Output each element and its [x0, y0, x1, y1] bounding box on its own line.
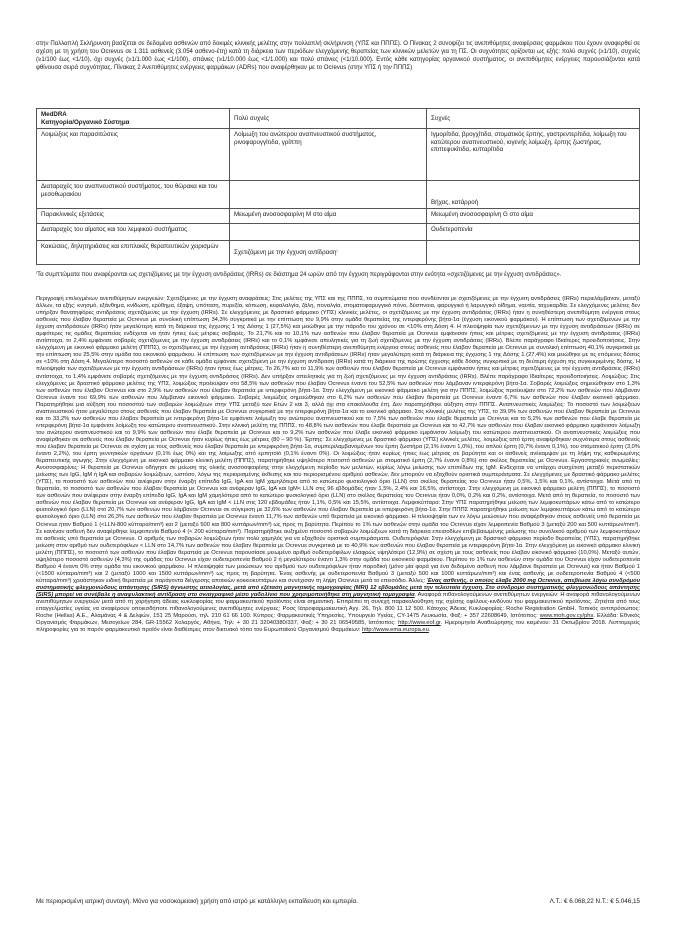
- table-cell-very-common: Λοίμωξη του ανώτερου αναπνευστικού συστήματος, ρινοφαρυγγίτιδα, γρίππη: [230, 129, 427, 181]
- header-common: Συχνές: [427, 109, 640, 129]
- table-cell-very-common: [230, 181, 427, 209]
- moh-link[interactable]: www.moh.gov.cy/phs: [539, 613, 594, 620]
- body-paragraph: [36, 296, 640, 634]
- intro-paragraph: στην Παλλαπλή Σκλήρυνση βασίζεται σε δεδομένα ασθενών από δοκιμές κλινικής μελέτης στην πολλαπλή σκλήρυνση (ΥΠΣ και ΠΠΠΣ). Ο Πίνακας 2 συνοψίζει τις ανεπιθύμητες αναφέρσεις φαρμάκου που έχουν αναφερθεί σε σχέση με τη χρήση του Ocrevus σε 1.311 ασθενείς (3.054 ασθενο-έτη) κατά τη διάρκεια των περιόδων ελεγχόμενης θεραπείας των κλινικών μελετών για τη ΠΣ. Οι συχνότητες ορίζονται ως εξής: πολύ συχνές (≥1/10), συχνές (≥1/100 έως <1/10), όχι συχνές (≥1/1.000 έως <1/100), σπάνιες (≥1/10.000 έως <1/1.000) και πολύ σπάνιες (<1/10.000). Εντός κάθε κατηγορίας οργανικού συστήματος, οι ανεπιθύμητες ενέργειες παρουσιάζονται κατά φθίνουσα σειρά συχνότητας. Πίνακας 2 Ανεπιθύμητες ενέργειες φαρμάκων (ADRs) που αναφέρθηκαν με το Ocrevus (στην ΥΠΣ ή την ΠΠΠΣ): [36, 41, 640, 71]
- table-cell-common: Μειωμένη ανοσοσφαιρίνη G στο αίμα: [427, 209, 640, 224]
- table-cell-common: Βήχας, κατάρροή: [427, 181, 640, 209]
- body-text-part-2: . Αναφορά πιθανολογούμενων ανεπιθύμητων ενεργειών: Η αναφορά πιθανολογούμενων ανεπιθύμητων ενεργειών μετά από τη χορήγηση άδειας κυκλοφορίας του φαρμακευτικού προϊόντος είναι σημαντική. Επιτρέπει τη συνεχή παρακολούθηση της σχέσης οφέλους-κινδύνου του φαρμακευτικού προϊόντος. Ζητείται από τους επαγγελματίες υγείας να αναφέρουν οποιεσδήποτε πιθανολογούμενες ανεπιθύμητες ενέργειες: Ροσς Ιατροφαρμακευτική Αγγ. 26, Τηλ. 800 11 12 500. Κάτοχος Άδειας Κυκλοφορίας: Roche Registration GmbH. Τοπικός αντιπρόσωπος: Roche (Hellas) A.E., Αλαμάνας 4 & Δελφών, 151 25 Μαρούσι, τηλ. 210 61 66 100. Κύπρος: Φαρμακευτικές Υπηρεσίες, Υπουργείο Υγείας, CY-1475 Λευκωσία, Φαξ: + 357 22608649, Ιστότοπος:: [36, 591, 640, 620]
- header-organ-system: [37, 109, 230, 129]
- body-text-part-1: Περιγραφή επιλεγμένων ανεπιθύμητων ενεργειών: Σχετιζόμενες με την έγχυση αναφράσεις: Στις μελέτες της ΥΠΣ και της ΠΠΠΣ, τα συμπτώματα που συνδέονται με σχετιζόμενες με την έγχυση αντιδράσεις (IRRs) περιελάμβαναν, μεταξύ άλλων, τα εξής: κνησμό, εξάνθημα, κνίδωση, ερύθημα, έξαψη, υπόταση, πυρεξία, κόπωση, κεφαλαλγία, ζάλη, ποναλγία, στοματοφαρυγγικό πόνο, δύσπνοια, φαρυγγικό ή λαρυγγικό οίδημα, ναυτία, ταχυκαρδία. Σε ελεγχόμενες μελέτες δεν υπήρξαν θανατηφόρες αντιδράσεις σχετιζόμενες με την έγχυση (IRRs). Σε ελεγχόμενες με δραστικό φάρμακο (ΥΠΣ) κλινικές μελέτες, οι σχετιζόμενες με την έγχυση αντιδράσεις (IRRs) ήταν η συνηθέστερη ανεπιθύμητη ενέργεια στους ασθενείς που έλαβαν θεραπεία με Ocrevus με συνολική επίπτωση 34,3% συγκριτικά με την επίπτωση του 9,9% στην ομάδα θεραπείας της ιντερφερόνης βήτα-1α (έγχυση εικονικού φαρμάκου). Η επίπτωση των σχετιζόμενων με την έγχυση αντιδράσεων (IRRs) ήταν μεγαλύτερη κατά τη διάρκεια της έγχυσης 1 της Δόσης 1 (27,5%) και μειώθηκε με την πάροδο του χρόνου σε <10% στη Δόση 4. Η πλειοψηφία των σχετιζόμενων με την έγχυση αντιδράσεων (IRRs) σε αμφότερες τις ομάδες θεραπείας ενδέχεται να ήταν ήπιες έως μέτριες σοβαρές. Το 21,7% και το 10,1% των ασθενών που έλαβαν θεραπεία με Ocrevus εμφάνισαν ήπιες και μέτριες σχετιζόμενες με την έγχυση αντιδράσεις (IRRs) αντίστοιχα, το 2,4% εμφάνισε σοβαρές σχετιζόμενες με την έγχυση αντιδράσεις (IRRs) και το 0,1% εμφάνισε απειλητικές για τη ζωή σχετιζόμενες με την έγχυση αντιδράσεις (IRRs). Βλέπε παράγραφο Ιδιαίτερες προειδοποιήσεις. Στην ελεγχόμενη με εικονικό φάρμακο μελέτη (ΠΠΠΣ), οι σχετιζόμενες με την έγχυση αντιδράσεις (IRRs) ήταν η συνηθέστερη ανεπιθύμητη ενέργεια στους ασθενείς που έλαβαν θεραπεία με Ocrevus με συνολική επίπτωση 40,1% συγκριτικά με την επίπτωση του 25,5% στην ομάδα του εικονικού φαρμάκου. Η επίπτωση των σχετιζόμενων με την έγχυση αντιδράσεων (IRRs) ήταν μεγαλύτερη κατά τη διάρκεια της έγχυσης 1 της Δόσης 1 (27,4%) και μειώθηκε με τις επόμενες δόσεις σε <10% στη Δόση 4. Μεγαλύτερο ποσοστό ασθενών σε κάθε ομάδα εμφάνισε σχετιζόμενη με την έγχυση αντίδραση (IRRs) κατά τη διάρκεια της πρώτης έγχυσης κάθε δόσης συγκριτικά με τη δεύτερη έγχυση της συγκεκριμένης δόσης. Η πλειοψηφία των σχετιζόμενων με την έγχυση αντιδράσεων (IRRs) ήταν ήπιες έως μέτριες. Το 26,7% και το 11,9% των ασθενών που έλαβαν θεραπεία με Ocrevus εμφάνισαν ήπιες και μέτριες σχετιζόμενες με την έγχυση αντιδράσεις (IRRs) αντίστοιχα, το 1,4% εμφάνισε σοβαρές σχετιζόμενες με την έγχυση αντιδράσεις (IRRs). Δεν υπήρξαν απειλητικές για τη ζωή σχετιζόμενες με την έγχυση αντιδράσεις (IRRs). Βλέπε παράγραφο Ιδιαίτερες προειδοποιήσεις. Λοιμώξεις: Στις ελεγχόμενες με δραστικό φάρμακο μελέτες της ΥΠΣ, λοιμώξεις προέκυψαν στο 58,5% των ασθενών που έλαβαν Ocrevus έναντι του 52,5% των ασθενών που λάμβαναν ιντερφερόνη βήτα-1α. Σοβαρές λοιμώξεις σημειώθηκαν στο 1,3% των ασθενών που έλαβαν Ocrevus και στο 2,9% των ασθενών που έλαβαν θεραπεία με ιντερφερόνη βήτα-1α. Στην ελεγχόμενη με εικονικό φάρμακο μελέτη για την ΠΠΠΣ, λοιμώξεις προέκυψαν στο 72,2% των ασθενών που λάμβαναν Ocrevus έναντι του 69,9% των ασθενών που λάμβαναν εικονικό φάρμακο. Σοβαρές λοιμώξεις σημειώθηκαν στο 6,2% των ασθενών που έλαβαν θεραπεία με Ocrevus έναντι 6,7% των ασθενών που έλαβαν εικονικό φάρμακο. Παρατηρήθηκε μια αύξηση του ποσοστού των σοβαρών λοιμώξεων στην ΥΠΣ μεταξύ των Ετών 2 και 3, αλλά όχι στα επακόλουθα έτη. Δεν παρατηρήθηκε αύξηση στην ΠΠΠΣ. Αναπνευστικές λοιμώξεις: Το ποσοστό των λοιμώξεων αναπνευστικού ήταν μεγαλύτερο στους ασθενείς που έλαβαν θεραπεία με Ocrevus συγκριτικά με την ιντερφερόνη βήτα-1α και το εικονικό φάρμακο. Στις κλινικές μελέτες της ΥΠΣ, το 39,9% των ασθενών που έλαβαν θεραπεία με Ocrevus και το 33,2% των ασθενών που έλαβαν θεραπεία με ιντερφερόνη βήτα-1α εμφάνισε λοίμωξη του ανώτερου αναπνευστικού και το 7,5% των ασθενών που έλαβε θεραπεία με Ocrevus και το 5,2% των ασθενών που έλαβε θεραπεία με ιντερφερόνη βήτα-1α εμφάνισε λοίμωξη του κατώτερου αναπνευστικού. Στην κλινική μελέτη της ΠΠΠΣ, το 48,8% των ασθενών που έλαβε θεραπεία με Ocrevus και το 42,7% των ασθενών που έλαβαν εικονικό φάρμακο εμφάνισαν λοίμωξη του ανώτερου αναπνευστικού και το 9,9% των ασθενών που έλαβε θεραπεία με Ocrevus και το 9,2% των ασθενών που έλαβε εικονικό φάρμακο εμφάνισαν λοίμωξη του κατώτερου αναπνευστικού. Οι αναπνευστικές λοιμώξεις που αναφέρθηκαν σε ασθενείς που έλαβαν θεραπεία με Ocrevus ήταν κυρίως ήπιες έως μέτριες (80 – 90 %). Έρπης: Σε ελεγχόμενες με δραστικό φάρμακο (ΥΠΣ) κλινικές μελέτες, λοιμώξεις από έρπη αναφέρθηκαν συχνότερα στους ασθενείς που έλαβαν θεραπεία με Ocrevus σε σχέση με τους ασθενείς που έλαβαν θεραπεία με ιντερφερόνη βήτα-1α, συμπεριλαμβανομένων του έρπη ζωστήρα (2,1% έναντι 1,0%), του απλού έρπη (0,7% έναντι 0,1%), του στοματικού έρπη (3,0% έναντι 2,2%), του έρπη γεννητικών οργάνων (0,1% έως 0%) και της λοίμωξης από ερπητοϊό (0,1% έναντι 0%). Οι λοιμώξεις ήταν κυρίως ήπιες έως μέτριας σε βαρύτητα και οι ασθενείς ανέκαμψαν με τη λήψη της καθιερωμένης θεραπευτικής αγωγής. Στην ελεγχόμενη με εικονικό φάρμακο κλινική μελέτη (ΠΠΠΣ), παρατηρήθηκε υψηλότερο ποσοστό ασθενών με στοματικό έρπη (2,7% έναντι 0,8%) στο σκέλος θεραπείας με Ocrevus. Εργαστηριακές ανωμαλίες: Ανοσοσφαιρίνες: Η θεραπεία με Ocrevus οδήγησε σε μείωση της ολικής ανοσοσφαιρίνης στην ελεγχόμενη περίοδο των μελετών, κυρίως λόγω μείωσης των επιπέδων της IgM. Ενδεχεται να υπάρχει συσχέτιση μεταξύ περιστατικών μείωσης των IgG, IgM ή IgA και σοβαρών λοιμώξεων, ωστόσο, λόγω της περιορισμένης έκθεσης και του περιορισμένου αριθμού ασθενών, δεν μπορούν να εξαχθούν οριστικά συμπεράσματα. Σε ελεγχόμενες με δραστικό φάρμακο μελέτες (ΥΠΣ), το ποσοστό των ασθενών που ανέφεραν στην έναρξη επίπεδα IgG, IgA και IgM χαμηλότερα από το κατώτερο φυσιολογικό όριο (LLN) στο σκέλος θεραπείας του Ocrevus ήταν 0,5%, 1,5% και 0,1%, αντίστοιχα. Μετά από τη θεραπεία, το ποσοστό των ασθενών που έλαβαν θεραπεία με Ocrevus και ανέφεραν IgG, IgA και IgM< LLN στις 96 εβδομάδες ήταν 1,5%, 2,4% και 16,5%, αντίστοιχα. Στην ελεγχόμενη με εικονικό φάρμακο μελέτη (ΠΠΠΣ), το ποσοστό των ασθενών που ανέφεραν στην έναρξη επίπεδα IgG, IgA και IgM χαμηλότερα από το κατώτερο φυσιολογικό όριο (LLN) στο σκέλος θεραπείας του Ocrevus ήταν 0,0%, 0,2% και 0,2%, αντίστοιχα. Μετά από τη θεραπεία, το ποσοστό των ασθενών που έλαβαν θεραπεία με Ocrevus και ανέφεραν IgG, IgA και IgM < LLN στις 120 εβδομάδες ήταν 1,1%, 0,5% και 15,5%, αντίστοιχα. Λεμφοκύτταρα: Στην ΥΠΣ παρατηρήθηκε μείωση των λεμφοκυττάρων κάτω από το κατώτερο φυσιολογικό όριο (LLN) στο 20,7% των ασθενών που λάμβαναν Ocrevus σε σύγκριση με 32,6% των ασθενών που έλαβαν θεραπεία με ιντερφερόνη βήτα-1α. Στην ΠΠΠΣ παρατηρήθηκε μείωση των λεμφοκυττάρων κάτω από το κατώτερο φυσιολογικό όριο (LLN) στο 26,3% των ασθενών που έλαβαν θεραπεία με Ocrevus έναντι 11,7% των ασθενών υπό θεραπεία με εικονικό φάρμακο. Η πλειοψηφία των εν λόγω μειώσεων που αναφέρθηκαν στους ασθενείς υπό θεραπεία με Ocrevus ήταν Βαθμού 1 (<LLN-800 κύτταρα/mm³) και 2 (μεταξύ 500 και 800 κυττάρων/mm³) ως προς τη βαρύτητα. Περίπου το 1% των ασθενών στην ομάδα του Ocrevus είχαν λεμφοπενία Βαθμού 3 (μεταξύ 200 και 500 κυττάρων/mm³). Σε κανέναν ασθενή δεν αναφέρθηκε λεμφοπενία Βαθμού 4 (< 200 κύτταρα/mm³). Παρατηρήθηκε αυξημένο ποσοστό σοβαρών λοιμώξεων κατά τη διάρκεια επεισοδίων επιβεβαιωμένης μείωσης του συνολικού αριθμού των λεμφοκυττάρων σε ασθενείς υπό θεραπεία με Ocrevus. Ο αριθμός των σοβαρών λοιμώξεων ήταν πολύ χαμηλός για να εξαχθούν οριστικά συμπεράσματα. Ουδετερόφιλα: Στην ελεγχόμενη με δραστικό φάρμακο περίοδο θεραπείας (ΥΠΣ), παρατηρήθηκε μείωση στον αριθμό των ουδετερόφιλων < LLN στο 14,7% των ασθενών που έλαβαν θεραπεία με Ocrevus συγκριτικά με το 40,9% των ασθενών που έλαβαν θεραπεία με ιντερφερόνη βήτα-1α. Στην ελεγχόμενη με εικονικό φάρμακο κλινική μελέτη (ΠΠΠΣ), το ποσοστό των ασθενών που έλαβαν θεραπεία με Ocrevus παρουσίασε μειωμένο αριθμό ουδετερόφιλων ελαφρώς υψηλότερο (12,9%) σε σχέση με τους ασθενείς που έλαβαν εικονικό φάρμακο (10,0%). Μεταξύ αυτών, υψηλότερο ποσοστό ασθενών (4,3%) της ομάδας του Ocrevus είχαν ουδετεροπενία Βαθμού 2 ή μεγαλύτερου έναντι 1,3% στην ομάδα του εικονικού φαρμάκου. Περίπου το 1% των ασθενών στην ομάδα του Ocrevus είχαν ουδετεροπενία Βαθμού 4 έναντι 0% στην ομάδα του εικονικού φαρμάκου. Η πλειοψηφία των μειώσεων του αριθμού των ουδετερόφιλων ήταν παροδική (μόνο μία φορά για ένα δεδομένο ασθενή που λάμβανε θεραπεία με Ocrevus) και ήταν Βαθμού 1 (<1500 κύτταρα/mm³) και 2 (μεταξύ 1000 και 1500 κυττάρων/mm³) ως προς τη βαρύτητα. Ένας ασθενής με ουδετεροπενία Βαθμού 3 (μεταξύ 500 και 1000 κυττάρων/mm³) και ένας ασθενής με ουδετεροπενία Βαθμού 4 (<500 κύτταρα/mm³) χρειάστηκαν ειδική θεραπεία με παράγοντα διέγερσης αποικιών κοκκιοκυττάρων και συνέχισαν τη λήψη Ocrevus μετά το επεισόδιο. Άλλες:: [36, 296, 640, 584]
- header-meddra: MedDRA: [41, 111, 67, 118]
- table-header-row: [37, 109, 640, 129]
- table-cell-common: Ιγμορίτιδα, βρογχίτιδα, στοματικός έρπης, γαστρεντερίτιδα, λοίμωξη του κατώτερου αναπνευστικού, ιογενής λοίμωξη, έρπης ζωστήρας, επιπεφυκίτιδα, κυτταρίτιδα: [427, 129, 640, 181]
- body-text-part-4: . Ημερομηνία Αναθεώρησης του κειμένου: 31 Οκτωβρίου 2018. Λεπτομερείς πληροφορίες για το παρόν φαρμακευτικό προϊόν είναι διαθέσιμες στον δικτυακό τόπο του Ευρωπαϊκού Οργανισμού Φαρμάκων:: [36, 620, 640, 634]
- body-highlight: Ένας ασθενής, ο οποίος έλαβε 2000 mg Ocrevus, απεβίωσε λόγω συνδρόμου συστηματικής φλεγμονώδους απάντησης (SIRS) άγνωστης αιτιολογίας, μετά από εξέταση μαγνητικής τομογραφίας (MRI) 12 εβδομάδες μετά την τελευταία έγχυση. Στο σύνδρομο συστηματικής φλεγμονώδους απάντησης (SIRS) μπορεί να συνέβαλε η αναφυλακτική αντίδραση στο σκιαγραφικό μέσο γαδολίνιο που χρησιμοποιήθηκε στη μαγνητική τομογραφία: [36, 577, 640, 598]
- bottom-line: [36, 898, 640, 906]
- table-cell-organ: Διαταραχές του αίματος και του λεμφικού συστήματος: [37, 224, 230, 241]
- body-text-part-3: . Ελλάδα: Εθνικός Οργανισμός Φαρμάκων, Μεσογείων 284, GR-15562 Χολαργός, Αθήνα, Τηλ: + 30 21 32040380/337, Φαξ: + 30 21 06549585, Ιστότοπος:: [36, 613, 641, 627]
- table-cell-organ: Κακώσεις, δηλητηριάσεις και επιπλοκές θεραπευτικών χειρισμών: [37, 241, 230, 265]
- header-organ-class: Κατηγορία/Οργανικό Σύστημα: [41, 118, 130, 126]
- table-footnote: ⁱΤα συμπτώματα που αναφέρονται ως σχετιζόμενες με την έγχυση αντιδράσεις (IRRs) σε διάστημα 24 ωρών από την έγχυση περιγράφονται στην ενότητα «σχετιζόμενες με την έγχυση αντιδράσεις».: [36, 272, 562, 278]
- table-cell-organ: Λοιμώξεις και παρασιτώσεις: [37, 129, 230, 181]
- eof-link[interactable]: http://www.eof.gr: [398, 620, 441, 627]
- header-very-common: Πολύ συχνές: [230, 109, 427, 129]
- table-cell-common: Ουδετεροπενία: [427, 224, 640, 241]
- table-row: [37, 241, 640, 265]
- adr-table: [36, 108, 640, 265]
- table-cell-common: [427, 241, 640, 265]
- table-cell-very-common: Σχετιζόμενη με την έγχυση αντίδρασηⁱ: [230, 241, 427, 265]
- price-info: Λ.Τ.: € 6.068,22 Ν.Τ.: € 5.046,15: [549, 898, 640, 905]
- table-row: [37, 224, 640, 241]
- table-row: [37, 181, 640, 209]
- table-cell-very-common: [230, 224, 427, 241]
- ema-link[interactable]: http://www.ema.europa.eu: [362, 627, 429, 634]
- table-cell-organ: Παρακλινικές εξετάσεις: [37, 209, 230, 224]
- table-cell-very-common: Μειωμένη ανοσοσφαιρίνη Μ στο αίμα: [230, 209, 427, 224]
- table-row: [37, 129, 640, 181]
- table-cell-organ: Διαταραχές του αναπνευστικού συστήματος, του θώρακα και του μεσοθωρακίου: [37, 181, 230, 209]
- prescription-note: Με περιορισμένη ιατρική συνταγή. Μόνο για νοσοκομειακή χρήση από ιατρό με κατάλληλη εκπαίδευση και εμπειρία.: [36, 898, 358, 905]
- table-row: [37, 209, 640, 224]
- body-end-period: .: [428, 627, 431, 634]
